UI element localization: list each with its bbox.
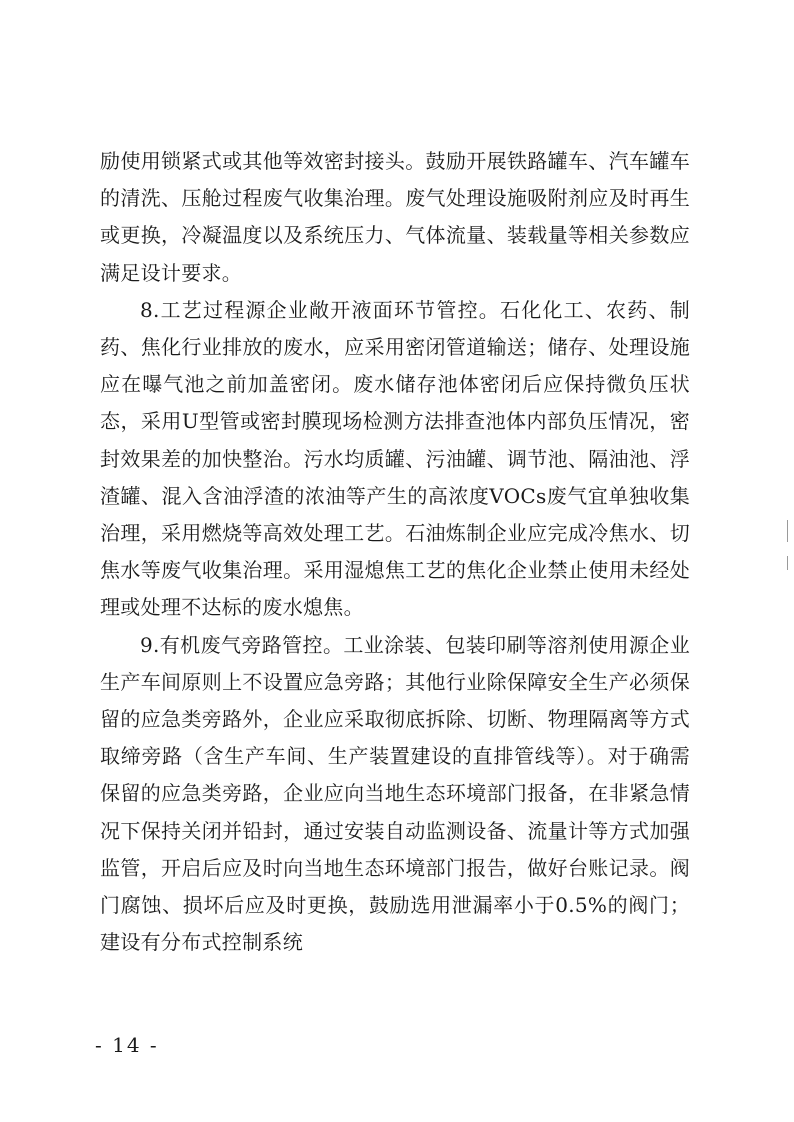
scan-edge-mark bbox=[787, 520, 788, 542]
paragraph-2: 8.工艺过程源企业敞开液面环节管控。石化化工、农药、制药、焦化行业排放的废水，应采用密闭管道输送；储存、处理设施应在曝气池之前加盖密闭。废水储存池体密闭后应保持微负压状态，采用U型管或密封膜现场检测方法排查池体内部负压情况，密封效果差的加快整治。污水均质罐、污油罐、调节池、隔油池、浮渣罐、混入含油浮渣的浓油等产生的高浓度VOCs废气宜单独收集治理，采用燃烧等高效处理工艺。石油炼制企业应完成冷焦水、切焦水等废气收集治理。采用湿熄焦工艺的焦化企业禁止使用未经处理或处理不达标的废水熄焦。 bbox=[100, 297, 690, 620]
body-text bbox=[100, 143, 690, 961]
scan-edge-mark bbox=[787, 556, 788, 570]
paragraph-3: 9.有机废气旁路管控。工业涂装、包装印刷等溶剂使用源企业生产车间原则上不设置应急旁路；其他行业除保障安全生产必须保留的应急类旁路外，企业应采取彻底拆除、切断、物理隔离等方式取缔旁路（含生产车间、生产装置建设的直排管线等）。对于确需保留的应急类旁路，企业应向当地生态环境部门报备，在非紧急情况下保持关闭并铅封，通过安装自动监测设备、流量计等方式加强监管，开启后应及时向当地生态环境部门报告，做好台账记录。阀门腐蚀、损坏后应及时更换，鼓励选用泄漏率小于0.5%的阀门；建设有分布式控制系统 bbox=[100, 632, 690, 955]
page-number: - 14 - bbox=[95, 1033, 159, 1057]
paragraph-1: 励使用锁紧式或其他等效密封接头。鼓励开展铁路罐车、汽车罐车的清洗、压舱过程废气收集治理。废气处理设施吸附剂应及时再生或更换，冷凝温度以及系统压力、气体流量、装载量等相关参数应满足设计要求。 bbox=[100, 149, 690, 285]
